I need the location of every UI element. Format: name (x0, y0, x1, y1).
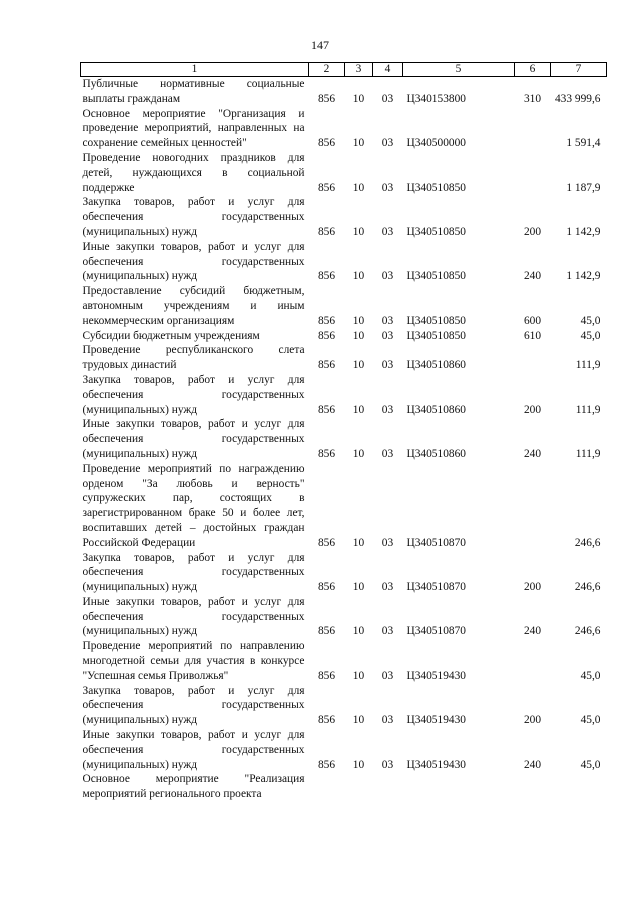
row-expense-type: 600 (523, 314, 542, 327)
row-subsection: 03 (381, 536, 394, 549)
row-section: 10 (352, 447, 365, 460)
column-header: 7 (551, 63, 607, 77)
column-header: 5 (403, 63, 515, 77)
row-name: Проведение республиканского слета трудовых династий (82, 344, 305, 372)
row-target-article: Ц340510850 (406, 181, 466, 194)
row-amount (551, 772, 607, 802)
table-row (81, 417, 607, 461)
page-number: 147 (311, 38, 329, 52)
table-body (81, 77, 607, 803)
row-amount: 246,6 (574, 625, 601, 638)
table-row (81, 595, 607, 639)
row-name: Проведение новогодних праздников для детей, нуждающихся в социальной поддержке (82, 151, 305, 194)
row-subsection (373, 772, 403, 802)
row-section: 10 (352, 92, 365, 105)
row-section: 10 (352, 137, 365, 150)
row-section (345, 772, 373, 802)
row-target-article: Ц340510870 (406, 536, 466, 549)
row-grbs: 856 (317, 403, 336, 416)
row-grbs: 856 (317, 359, 336, 372)
row-target-article: Ц340510850 (406, 314, 466, 327)
row-target-article (403, 772, 515, 802)
row-name: Иные закупки товаров, работ и услуг для обеспечения государственных (муниципальных) нужд (82, 595, 305, 638)
row-amount: 111,9 (575, 359, 601, 372)
row-amount: 45,0 (580, 314, 601, 327)
row-amount: 433 999,6 (554, 92, 601, 105)
row-section: 10 (352, 314, 365, 327)
column-header: 6 (515, 63, 551, 77)
row-subsection: 03 (381, 270, 394, 283)
table-row (81, 107, 607, 151)
table-row (81, 329, 607, 344)
row-expense-type: 240 (523, 270, 542, 283)
row-grbs: 856 (317, 314, 336, 327)
row-target-article: Ц340510870 (406, 581, 466, 594)
row-name: Публичные нормативные социальные выплаты гражданам (82, 78, 305, 105)
row-subsection: 03 (381, 359, 394, 372)
row-expense-type: 200 (523, 581, 542, 594)
row-target-article: Ц340510860 (406, 403, 466, 416)
column-header: 3 (345, 63, 373, 77)
row-name: Закупка товаров, работ и услуг для обеспечения государственных (муниципальных) нужд (82, 196, 305, 238)
row-target-article: Ц340510860 (406, 447, 466, 460)
row-subsection: 03 (381, 181, 394, 194)
row-name: Иные закупки товаров, работ и услуг для обеспечения государственных (муниципальных) нужд (82, 729, 305, 771)
row-section: 10 (352, 181, 365, 194)
row-section: 10 (352, 270, 365, 283)
row-subsection: 03 (381, 137, 394, 150)
row-amount: 111,9 (575, 403, 601, 416)
row-section: 10 (352, 536, 365, 549)
row-amount: 246,6 (574, 536, 601, 549)
row-grbs: 856 (317, 329, 336, 342)
row-grbs: 856 (317, 92, 336, 105)
table-row (81, 373, 607, 417)
table-row (81, 195, 607, 239)
table-header (81, 63, 607, 77)
row-amount: 45,0 (580, 758, 601, 771)
row-target-article: Ц340510860 (406, 359, 466, 372)
row-subsection: 03 (381, 581, 394, 594)
row-expense-type (515, 462, 551, 551)
row-expense-type: 240 (523, 625, 542, 638)
row-amount: 1 142,9 (566, 225, 601, 238)
row-target-article: Ц340510850 (406, 329, 466, 342)
row-grbs: 856 (317, 669, 336, 682)
row-expense-type: 310 (523, 92, 542, 105)
row-grbs: 856 (317, 581, 336, 594)
row-name: Проведение мероприятий по направлению многодетной семьи для участия в конкурсе "Успешная семья Приволжья" (82, 640, 305, 682)
row-name: Основное мероприятие "Организация и проведение мероприятий, направленных на сохранение семейных ценностей" (82, 107, 305, 150)
table-row (81, 284, 607, 328)
row-subsection: 03 (381, 447, 394, 460)
table-row (81, 343, 607, 373)
table-row (81, 551, 607, 595)
table-row (81, 639, 607, 683)
row-grbs: 856 (317, 181, 336, 194)
row-grbs: 856 (317, 625, 336, 638)
row-subsection: 03 (381, 92, 394, 105)
row-section: 10 (352, 581, 365, 594)
row-grbs: 856 (317, 270, 336, 283)
row-grbs: 856 (317, 225, 336, 238)
row-expense-type (515, 639, 551, 683)
row-section: 10 (352, 329, 365, 342)
row-subsection: 03 (381, 314, 394, 327)
row-target-article: Ц340510870 (406, 625, 466, 638)
budget-table (80, 62, 607, 802)
row-grbs: 856 (317, 447, 336, 460)
row-target-article: Ц340510850 (406, 225, 466, 238)
row-amount: 246,6 (574, 581, 601, 594)
row-expense-type: 240 (523, 758, 542, 771)
column-header: 4 (373, 63, 403, 77)
row-name: Субсидии бюджетным учреждениям (82, 329, 260, 342)
row-grbs: 856 (317, 714, 336, 727)
row-expense-type (515, 772, 551, 802)
row-expense-type: 240 (523, 447, 542, 460)
row-section: 10 (352, 625, 365, 638)
column-header: 1 (81, 63, 309, 77)
column-header: 2 (309, 63, 345, 77)
row-name: Иные закупки товаров, работ и услуг для обеспечения государственных (муниципальных) нужд (82, 240, 305, 283)
row-subsection: 03 (381, 329, 394, 342)
row-name: Проведение мероприятий по награждению орденом "За любовь и верность" супружеских пар, состоящих в зарегистрированном браке 50 и более лет, воспитавших детей – достойных граждан Российской Федерации (82, 462, 305, 549)
row-expense-type: 200 (523, 403, 542, 416)
row-section: 10 (352, 225, 365, 238)
row-name: Иные закупки товаров, работ и услуг для обеспечения государственных (муниципальных) нужд (82, 418, 305, 460)
row-name: Основное мероприятие "Реализация мероприятий регионального проекта (82, 773, 305, 801)
row-expense-type (515, 151, 551, 195)
row-amount: 1 591,4 (566, 137, 601, 150)
row-target-article: Ц340519430 (406, 714, 466, 727)
row-expense-type: 610 (523, 329, 542, 342)
row-expense-type (515, 343, 551, 373)
row-grbs: 856 (317, 536, 336, 549)
row-section: 10 (352, 669, 365, 682)
row-target-article: Ц340500000 (406, 137, 466, 150)
table-row (81, 240, 607, 284)
row-target-article: Ц340153800 (406, 92, 466, 105)
row-subsection: 03 (381, 669, 394, 682)
row-name: Закупка товаров, работ и услуг для обеспечения государственных (муниципальных) нужд (82, 373, 305, 416)
row-subsection: 03 (381, 403, 394, 416)
row-expense-type: 200 (523, 225, 542, 238)
row-section: 10 (352, 403, 365, 416)
row-amount: 45,0 (580, 669, 601, 682)
row-target-article: Ц340519430 (406, 669, 466, 682)
row-grbs (309, 772, 345, 802)
table-row (81, 151, 607, 195)
row-name: Предоставление субсидий бюджетным, автономным учреждениям и иным некоммерческим организациям (82, 285, 305, 327)
row-grbs: 856 (317, 758, 336, 771)
table-row (81, 684, 607, 728)
table-row (81, 462, 607, 551)
row-amount: 111,9 (575, 447, 601, 460)
row-amount: 45,0 (580, 714, 601, 727)
row-expense-type (515, 107, 551, 151)
row-subsection: 03 (381, 758, 394, 771)
row-subsection: 03 (381, 714, 394, 727)
table-row (81, 772, 607, 802)
row-target-article: Ц340519430 (406, 758, 466, 771)
row-amount: 1 142,9 (566, 270, 601, 283)
row-name: Закупка товаров, работ и услуг для обеспечения государственных (муниципальных) нужд (82, 684, 305, 727)
row-amount: 1 187,9 (566, 181, 601, 194)
row-section: 10 (352, 359, 365, 372)
row-section: 10 (352, 758, 365, 771)
row-name: Закупка товаров, работ и услуг для обеспечения государственных (муниципальных) нужд (82, 551, 305, 594)
row-section: 10 (352, 714, 365, 727)
row-target-article: Ц340510850 (406, 270, 466, 283)
table-row (81, 77, 607, 107)
row-amount: 45,0 (580, 329, 601, 342)
table-row (81, 728, 607, 772)
row-subsection: 03 (381, 225, 394, 238)
row-grbs: 856 (317, 137, 336, 150)
row-subsection: 03 (381, 625, 394, 638)
row-expense-type: 200 (523, 714, 542, 727)
